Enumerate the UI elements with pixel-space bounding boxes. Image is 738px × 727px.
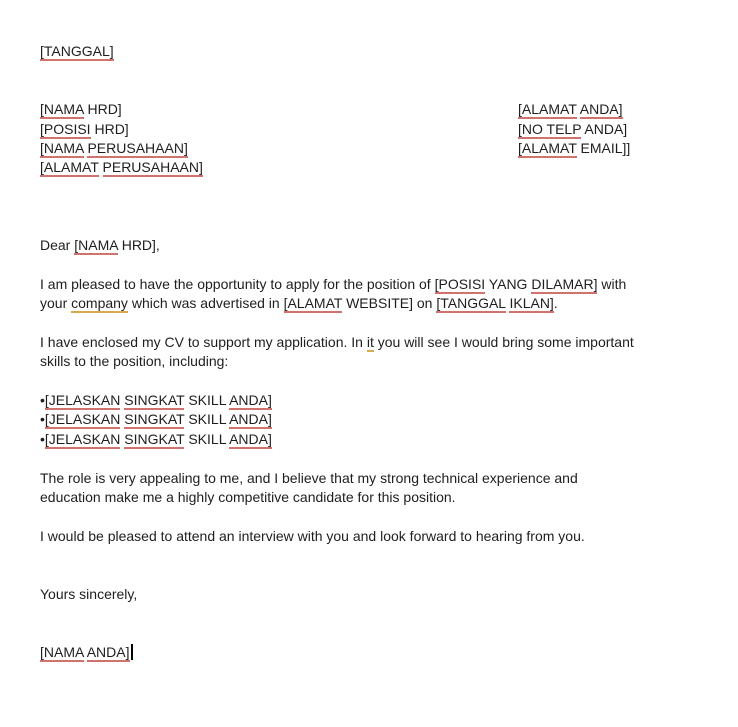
misspelled-word: [NAMA	[74, 236, 118, 253]
misspelled-word: PERUSAHAAN]	[87, 139, 188, 156]
misspelled-word: ANDA]	[229, 392, 272, 409]
text-segment: Yours sincerely,	[40, 585, 138, 602]
text-segment: your	[40, 295, 72, 312]
document-line	[40, 100, 738, 119]
blank-line	[40, 507, 738, 526]
misspelled-word: [NAMA	[40, 101, 84, 118]
blank-line	[40, 313, 738, 332]
blank-line	[40, 372, 738, 391]
document-line	[40, 643, 738, 662]
misspelled-word: [JELASKAN	[44, 411, 121, 428]
text-segment: •	[40, 430, 45, 447]
misspelled-word: ANDA]	[86, 644, 130, 661]
grammar-flagged-word: company	[71, 295, 128, 312]
misspelled-word: ANDA]	[229, 411, 272, 428]
misspelled-word: [POSISI	[434, 275, 486, 292]
misspelled-word: [JELASKAN	[44, 430, 121, 447]
blank-line	[40, 81, 738, 100]
text-segment: I have enclosed my CV to support my application. In	[40, 333, 367, 350]
document-line	[40, 158, 738, 177]
document-line	[40, 410, 738, 429]
text-segment: SKILL	[184, 392, 230, 409]
document-line	[40, 139, 738, 158]
misspelled-word: SINGKAT	[124, 430, 185, 447]
blank-line	[40, 61, 738, 80]
misspelled-word: [POSISI	[40, 120, 91, 137]
misspelled-word: [TANGGAL]	[40, 43, 114, 59]
document-line	[40, 430, 738, 449]
text-segment: ANDA]	[581, 120, 628, 137]
misspelled-word: SINGKAT	[124, 411, 185, 428]
text-segment: •	[40, 411, 45, 428]
document-line	[40, 42, 738, 61]
text-segment: YANG	[485, 275, 532, 292]
text-segment: •	[40, 392, 45, 409]
document-line	[40, 527, 738, 546]
misspelled-word: [ALAMAT	[283, 295, 343, 312]
blank-line	[40, 178, 738, 197]
right-column-text	[518, 100, 623, 119]
document-line	[40, 294, 738, 313]
text-segment: The role is very appealing to me, and I believe that my strong technical experience and	[40, 469, 578, 486]
misspelled-word: IKLAN]	[509, 295, 554, 312]
text-segment: SKILL	[184, 430, 230, 447]
document-line	[40, 120, 738, 139]
misspelled-word: DILAMAR]	[531, 275, 598, 292]
text-segment: with	[597, 275, 627, 292]
document-line	[40, 352, 738, 371]
blank-line	[40, 255, 738, 274]
text-segment: SKILL	[184, 411, 230, 428]
blank-line	[40, 546, 738, 565]
left-column-text	[40, 140, 188, 158]
left-column-text	[40, 101, 122, 119]
misspelled-word: ANDA]	[579, 101, 623, 118]
text-segment: education make me a highly competitive candidate for this position.	[40, 488, 456, 505]
text-segment: Dear	[40, 236, 75, 253]
misspelled-word: PERUSAHAAN]	[102, 159, 203, 176]
document-text-area[interactable]	[40, 42, 738, 663]
left-column-text	[40, 121, 129, 139]
misspelled-word: [ALAMAT	[40, 159, 99, 176]
blank-line	[40, 624, 738, 643]
text-segment: HRD],	[117, 236, 160, 253]
misspelled-word: [ALAMAT	[518, 139, 577, 156]
text-segment: WEBSITE] on	[342, 295, 437, 312]
text-segment: HRD]	[94, 120, 129, 137]
text-segment: you will see I would bring some important	[373, 333, 634, 350]
text-segment	[99, 159, 103, 175]
text-segment: which was advertised in	[127, 295, 284, 312]
blank-line	[40, 197, 738, 216]
text-segment: EMAIL]]	[576, 139, 631, 156]
document-line	[40, 469, 738, 488]
document-line	[40, 488, 738, 507]
blank-line	[40, 217, 738, 236]
misspelled-word: [ALAMAT	[518, 101, 577, 118]
misspelled-word: [NAMA	[40, 139, 84, 156]
document-line	[40, 275, 738, 294]
misspelled-word: SINGKAT	[124, 392, 185, 409]
misspelled-word: [JELASKAN	[44, 392, 121, 409]
document-line	[40, 333, 738, 352]
text-segment: skills to the position, including:	[40, 353, 229, 370]
text-segment: I am pleased to have the opportunity to apply for the position of	[40, 275, 435, 292]
misspelled-word: [NAMA	[40, 644, 84, 661]
document-line	[40, 236, 738, 255]
document-line	[40, 585, 738, 604]
misspelled-word: [TANGGAL	[436, 295, 506, 312]
blank-line	[40, 604, 738, 623]
blank-line	[40, 566, 738, 585]
right-column-text	[518, 120, 627, 139]
text-segment: HRD]	[87, 101, 122, 118]
right-column-text	[518, 139, 630, 158]
text-segment: .	[553, 295, 558, 312]
document-line	[40, 391, 738, 410]
text-cursor	[131, 644, 133, 660]
blank-line	[40, 449, 738, 468]
misspelled-word: ANDA]	[229, 430, 272, 447]
misspelled-word: [NO TELP	[518, 120, 582, 137]
text-segment: I would be pleased to attend an interview with you and look forward to hearing from you.	[40, 527, 585, 544]
grammar-flagged-word: it	[366, 333, 374, 350]
